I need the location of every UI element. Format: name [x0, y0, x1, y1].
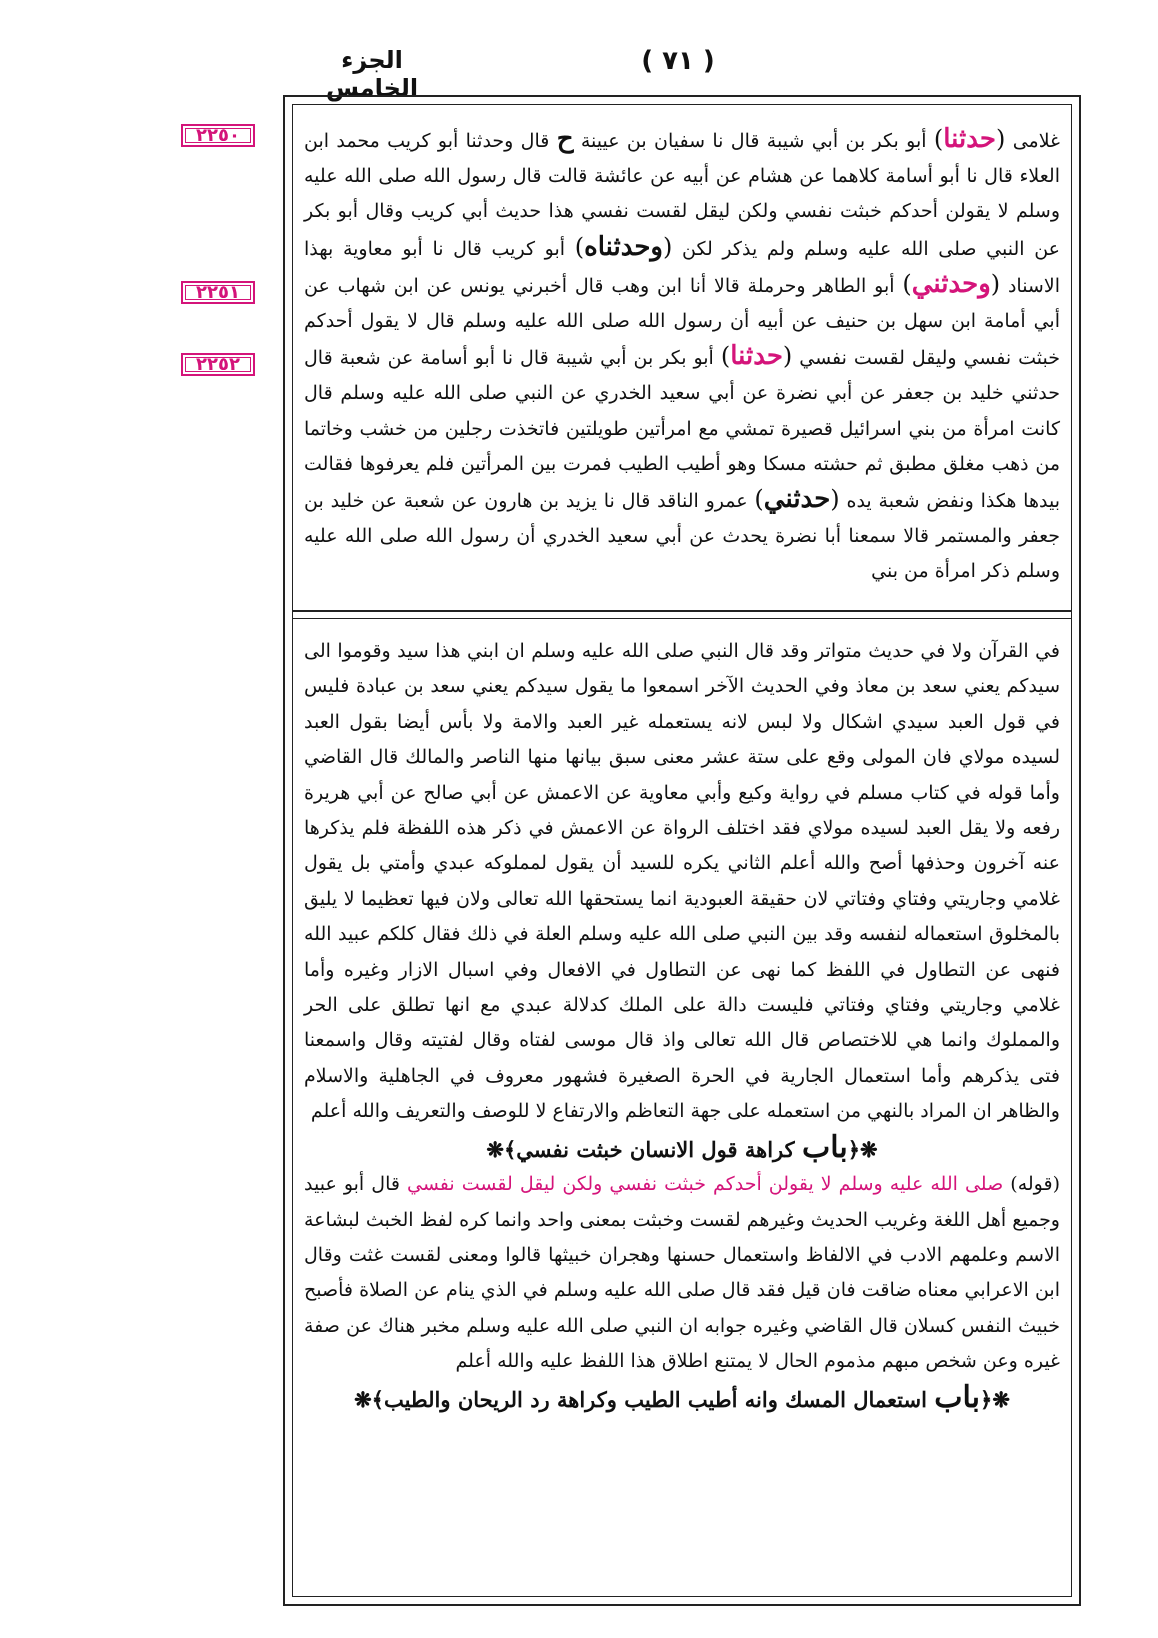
section-divider [292, 610, 1072, 612]
commentary-paragraph: في القرآن ولا في حديث متواتر وقد قال النبي صلى الله عليه وسلم ان ابني هذا سيد وقوموا الى سيدكم يعني سعد بن معاذ وفي الحديث الآخر اسمعوا ما يقول سيدكم يعني سعد بن عبادة فليس في قول العبد سيدي اشكال ولا لبس لانه يستعمله غير العبد والامة ولا بأس أيضا بقول العبد لسيده مولاي فان المولى وقع على ستة عشر معنى سبق بيانها منها الناصر والمالك قال القاضي وأما قوله في كتاب مسلم في رواية وكيع وأبي معاوية عن الاعمش عن أبي صالح عن أبي هريرة رفعه ولا يقل العبد لسيده مولاي فقد اختلف الرواة عن الاعمش في ذكر هذه اللفظة فلم يذكرها عنه آخرون وحذفها أصح والله أعلم الثاني يكره للسيد أن يقول لمملوكه عبدي وأمتي بل يقول غلامي وجاريتي وفتاي وفتاتي لان حقيقة العبودية انما يستحقها الله تعالى ولان فيها تعظيما لا يليق بالمخلوق استعماله لنفسه وقد بين النبي صلى الله عليه وسلم العلة في ذلك فقال كلكم عبيد الله فنهى عن التطاول في اللفظ كما نهى عن التطاول في الافعال وفي اسبال الازار وغيره وأما غلامي وجاريتي وفتاي وفتاتي فليست دالة على الملك كدلالة عبدي مع انها تطلق على الحر والمملوك وانما هي للاختصاص قال الله تعالى واذ قال موسى لفتاه وقال لفتيته وقال واسمعنا فتى يذكرهم وأما استعمال الجارية في الحرة الصغيرة فشهور معروف في الجاهلية والاسلام والظاهر ان المراد بالنهي من استعمله على جهة التعاظم والارتفاع لا للوصف والتعريف والله أعلم [304, 640, 1061, 1123]
quoted-hadith-text: صلى الله عليه وسلم لا يقولن أحدكم خبثت نفسي ولكن ليقل لقست نفسي [407, 1173, 1004, 1196]
hadith-number-badge: ٢٢٥٠ [181, 124, 255, 147]
keyword-haddathana: حدثنا [943, 124, 996, 154]
keyword-haddathana: حدثنا [730, 341, 783, 372]
keyword-haddathani: حدثني [763, 484, 831, 515]
page-number: ( ٧١ ) [641, 46, 715, 76]
commentary-text [304, 634, 1060, 1417]
hadith-text [304, 122, 1060, 590]
hadith-paragraph: غلامى (حدثنا) أبو بكر بن أبي شيبة قال نا سفيان بن عيينة ح قال وحدثنا أبو كريب محمد ابن العلاء قال نا أبو أسامة كلاهما عن هشام عن أبيه عن عائشة قالت قال رسول الله صلى الله عليه وسلم لا يقولن أحدكم خبثت نفسي ولكن ليقل لقست نفسي هذا حديث أبي كريب وقال أبو بكر عن النبي صلى الله عليه وسلم ولم يذكر لكن (وحدثناه) أبو كريب قال نا أبو معاوية بهذا الاسناد (وحدثني) أبو الطاهر وحرملة قالا أنا ابن وهب قال أخبرني يونس عن ابن شهاب عن أبي أمامة ابن سهل بن حنيف عن أبيه أن رسول الله صلى الله عليه وسلم قال لا يقول أحدكم خبثت نفسي وليقل لقست نفسي (حدثنا) أبو بكر بن أبي شيبة قال نا أبو أسامة عن شعبة قال حدثني خليد بن جعفر عن أبي نضرة عن أبي سعيد الخدري عن النبي صلى الله عليه وسلم قال كانت امرأة من بني اسرائيل قصيرة تمشي مع امرأتين طويلتين فاتخذت رجلين من خشب وخاتما من ذهب مغلق مطبق ثم حشته مسكا وهو أطيب الطيب فمرت بين المرأتين فلم يعرفوها فقالت بيدها هكذا ونفض شعبة يده (حدثني) عمرو الناقد قال نا يزيد بن هارون عن شعبة عن خليد بن جعفر والمستمر قالا سمعنا أبا نضرة يحدث عن أبي سعيد الخدري أن رسول الله صلى الله عليه وسلم ذكر امرأة من بني [304, 124, 1061, 583]
commentary-paragraph: (قوله) صلى الله عليه وسلم لا يقولن أحدكم خبثت نفسي ولكن ليقل لقست نفسي قال أبو عبيد وجميع أهل اللغة وغريب الحديث وغيرهم لقست وخبثت بمعنى واحد وانما كره لفظ الخبث لبشاعة الاسم وعلمهم الادب في الالفاظ واستعمال حسنها وهجران خبيثها قالوا ومعنى لقست غثت وقال ابن الاعرابي معناه ضاقت فان قيل فقد قال صلى الله عليه وسلم في الذي ينام عن الصلاة فأصبح خبيث النفس كسلان قال القاضي وغيره جوابه ان النبي صلى الله عليه وسلم مخبر هناك عن صفة غيره وعن شخص مبهم مذموم الحال لا يمتنع اطلاق هذا اللفظ عليه والله أعلم [304, 1173, 1060, 1373]
qawluhu-marker: (قوله) [1010, 1173, 1060, 1196]
keyword-ha: ح [556, 124, 574, 154]
chapter-heading: ❋﴿باب استعمال المسك وانه أطيب الطيب وكراهة رد الريحان والطيب﴾❋ [354, 1379, 1010, 1415]
section-divider [292, 618, 1072, 619]
chapter-heading: ❋﴿باب كراهة قول الانسان خبثت نفسي﴾❋ [486, 1129, 878, 1165]
hadith-number-badge: ٢٢٥٢ [181, 353, 255, 376]
hadith-number-badge: ٢٢٥١ [181, 281, 255, 304]
keyword-wahaddathani: وحدثني [911, 268, 991, 299]
keyword-wahaddathanahu: وحدثناه [584, 231, 663, 262]
volume-title: الجزء الخامس [325, 46, 419, 102]
